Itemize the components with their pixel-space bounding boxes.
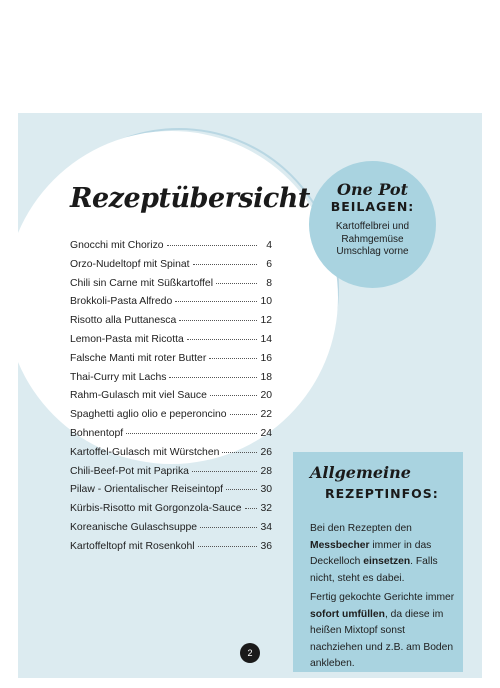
info-paragraph-transfer-food [310,590,460,673]
toc-entry [70,390,272,409]
toc-entry-title: Spaghetti aglio olio e peperoncino [70,409,227,421]
toc-leader-dots [193,264,257,265]
toc-leader-dots [179,320,257,321]
toc-entry-title: Gnocchi mit Chorizo [70,240,164,251]
badge-subtitle: BEILAGEN: [330,199,415,214]
toc-leader-dots [169,377,257,378]
one-pot-side-dishes-badge [309,161,436,288]
general-recipe-info-box [293,452,463,672]
toc-leader-dots [200,527,257,528]
toc-entry-page: 6 [266,258,272,270]
toc-leader-dots [245,508,257,509]
toc-leader-dots [192,471,257,472]
toc-entry-page: 10 [260,296,272,308]
info-emphasis: sofort umfüllen [310,608,385,620]
toc-entry-page: 14 [260,333,272,345]
badge-text-line: Kartoffelbrei und [335,221,410,232]
toc-entry [70,334,272,353]
info-title: Allgemeine [310,463,411,482]
badge-text [309,221,436,259]
toc-entry [70,409,272,428]
toc-entry-title: Falsche Manti mit roter Butter [70,352,207,364]
toc-entry [70,484,272,503]
toc-leader-dots [198,546,257,547]
badge-title: One Pot [337,180,408,199]
info-text: . Falls nicht, steht es dabei. [310,556,438,584]
toc-leader-dots [216,283,257,284]
toc-entry-title: Thai-Curry mit Lachs [70,371,167,383]
toc-entry-title: Kartoffeltopf mit Rosenkohl [70,540,195,552]
toc-leader-dots [209,358,257,359]
recipe-table-of-contents [70,240,272,560]
toc-entry-title: Koreanische Gulaschsuppe [70,521,198,533]
toc-entry-page: 24 [260,427,272,439]
toc-leader-dots [222,452,257,453]
badge-text-line: Rahmgemüse [341,233,404,245]
toc-entry-title: Kartoffel-Gulasch mit Würstchen [70,446,220,458]
info-paragraph-measuring-cup [310,521,460,587]
toc-entry-page: 26 [260,446,272,458]
toc-entry-title: Orzo-Nudeltopf mit Spinat [70,258,190,270]
toc-entry [70,296,272,315]
toc-entry-page: 32 [260,503,272,515]
toc-entry-page: 18 [260,371,272,383]
toc-entry-page: 12 [260,315,272,327]
toc-entry [70,522,272,541]
toc-entry-title: Lemon-Pasta mit Ricotta [70,333,184,345]
info-text: immer in das Deckelloch [310,539,432,567]
badge-text-line: Umschlag vorne [336,246,409,257]
toc-entry-title: Chili-Beef-Pot mit Paprika [70,465,189,477]
info-emphasis: Messbecher [310,539,370,551]
toc-entry [70,353,272,372]
toc-leader-dots [167,245,257,246]
toc-entry-page: 20 [260,390,272,402]
info-emphasis: einsetzen [363,556,411,567]
info-text: , da diese im heißen Mixtopf sonst nachziehen und z.B. am Boden ankleben. [310,608,454,669]
info-text: Bei den Rezepten den [310,523,412,534]
toc-entry-page: 36 [260,540,272,552]
toc-leader-dots [187,339,257,340]
toc-entry-title: Pilaw - Orientalischer Reiseintopf [70,484,224,496]
toc-leader-dots [210,395,257,396]
toc-entry-page: 34 [260,521,272,533]
toc-entry-page: 4 [266,240,272,251]
toc-entry-page: 16 [260,352,272,364]
toc-leader-dots [175,301,257,302]
info-subtitle: REZEPTINFOS: [325,486,439,501]
info-text: Fertig gekochte Gerichte immer [310,592,455,603]
toc-entry-title: Risotto alla Puttanesca [70,315,177,327]
toc-entry-title: Kürbis-Risotto mit Gorgonzola-Sauce [70,503,242,515]
toc-entry-title: Chili sin Carne mit Süßkartoffel [70,277,214,289]
cookbook-page [18,113,482,678]
toc-entry [70,372,272,391]
page-title: Rezeptübersicht [70,183,310,214]
toc-entry-page: 30 [260,484,272,496]
toc-leader-dots [126,433,257,434]
toc-leader-dots [230,414,257,415]
toc-entry [70,315,272,334]
toc-entry-title: Brokkoli-Pasta Alfredo [70,296,173,308]
toc-entry [70,466,272,485]
toc-entry [70,447,272,466]
toc-leader-dots [226,489,257,490]
toc-entry [70,259,272,278]
toc-entry-page: 8 [266,277,272,289]
toc-entry-title: Bohnentopf [70,427,124,439]
toc-entry [70,278,272,297]
toc-entry-page: 22 [260,409,272,421]
toc-entry [70,240,272,259]
toc-entry [70,503,272,522]
page-number: 2 [240,643,260,663]
toc-entry-page: 28 [260,465,272,477]
toc-entry-title: Rahm-Gulasch mit viel Sauce [70,390,207,402]
toc-entry [70,428,272,447]
toc-entry [70,541,272,560]
